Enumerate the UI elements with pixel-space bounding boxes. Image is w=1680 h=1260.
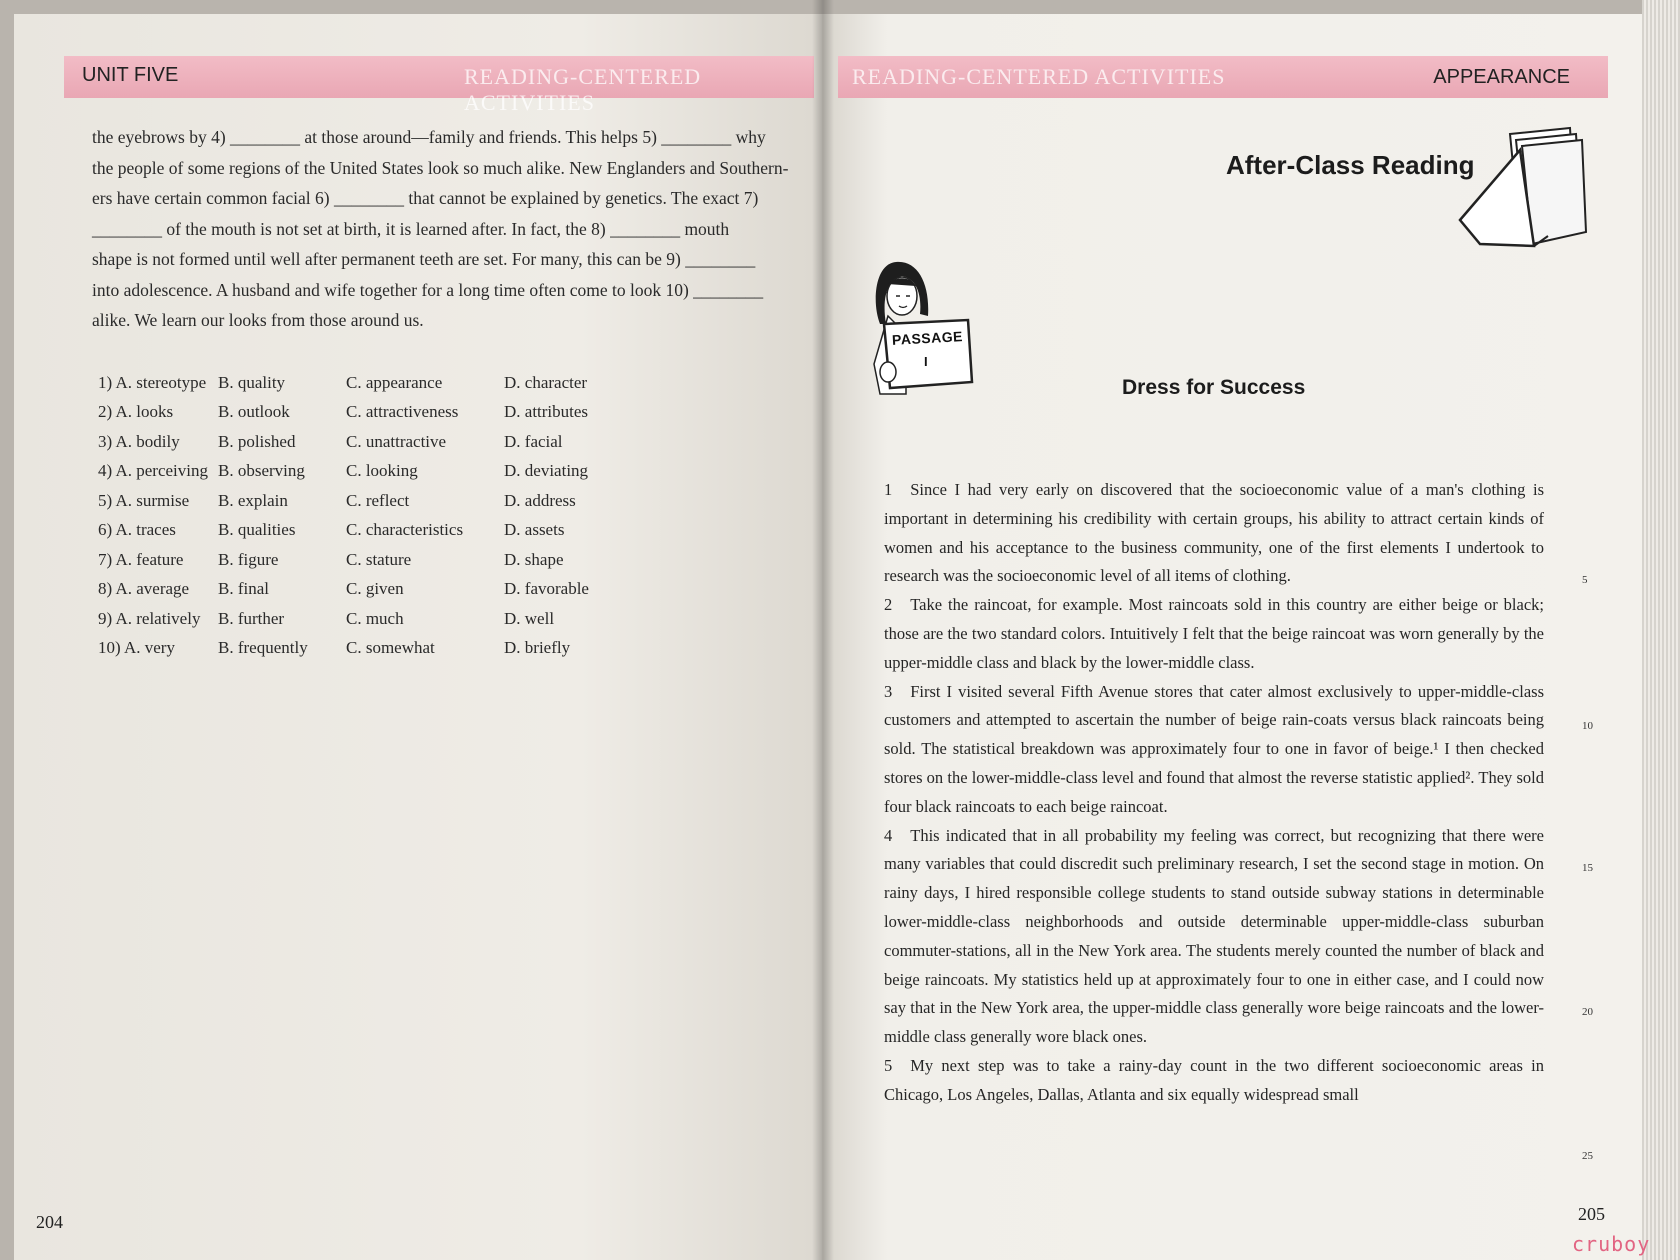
paragraph-number: 3	[884, 681, 893, 701]
option-c: C. given	[346, 579, 404, 599]
photo-credit: cruboy	[1572, 1232, 1651, 1256]
option-d: D. shape	[504, 549, 564, 569]
option-num: 6) A. traces	[98, 520, 176, 540]
option-b: B. observing	[218, 461, 305, 481]
right-page	[822, 14, 1642, 1260]
option-b: B. polished	[218, 431, 296, 451]
page-edges	[1642, 0, 1680, 1260]
option-b: B. figure	[218, 549, 279, 569]
paragraph-number: 4	[884, 825, 893, 845]
option-num: 9) A. relatively	[98, 608, 201, 628]
option-num: 10) A. very	[98, 638, 175, 658]
article-body	[884, 476, 1544, 1110]
line-marker: 5	[1582, 574, 1588, 586]
bleed-through-text	[164, 654, 784, 684]
option-c: C. looking	[346, 461, 418, 481]
passage-line: ers have certain common facial 6) ________ that cannot be explained by genetics. The exact 7)	[92, 188, 759, 208]
option-num: 1) A. stereotype	[98, 372, 207, 392]
option-num: 2) A. looks	[98, 402, 174, 422]
line-marker: 10	[1582, 720, 1593, 732]
option-row	[98, 398, 654, 428]
option-d: D. well	[504, 608, 555, 628]
article-paragraph: 2 Take the raincoat, for example. Most raincoats sold in this country are either beige or black; those are the two standard colors. Intuitively I felt that the beige raincoat was worn generally by the upper-middle class and black by the lower-middle class.	[884, 595, 1544, 672]
passage-number: I	[924, 354, 928, 369]
option-row	[98, 486, 654, 516]
option-row	[98, 516, 654, 546]
section-header: APPEARANCE	[1433, 66, 1570, 88]
option-d: D. facial	[504, 431, 563, 451]
passage-girl-illustration	[866, 254, 976, 409]
book-spine	[812, 0, 834, 1260]
passage-line: the people of some regions of the United States look so much alike. New Englanders and Southern-	[92, 157, 789, 178]
option-c: C. somewhat	[346, 638, 435, 658]
answer-options	[98, 368, 654, 663]
option-c: C. stature	[346, 549, 412, 569]
paragraph-number: 5	[884, 1055, 893, 1075]
line-marker: 20	[1582, 1006, 1593, 1018]
cloze-passage	[92, 122, 822, 336]
option-d: D. briefly	[504, 638, 571, 658]
option-b: B. outlook	[218, 402, 290, 422]
option-row	[98, 457, 654, 487]
line-marker: 25	[1582, 1150, 1593, 1162]
option-b: B. quality	[218, 372, 286, 392]
option-b: B. qualities	[218, 520, 296, 540]
option-c: C. attractiveness	[346, 402, 459, 422]
section-title: After-Class Reading	[1226, 150, 1475, 180]
option-row	[98, 604, 654, 634]
option-d: D. deviating	[504, 461, 589, 481]
header-watermark-right: READING-CENTERED ACTIVITIES	[852, 64, 1226, 89]
passage-line: into adolescence. A husband and wife together for a long time often come to look 10) ________	[92, 279, 764, 300]
option-num: 8) A. average	[98, 579, 190, 599]
option-d: D. favorable	[504, 579, 589, 599]
option-d: D. attributes	[504, 402, 589, 422]
option-c: C. unattractive	[346, 431, 447, 451]
passage-label: PASSAGE	[891, 328, 964, 348]
option-d: D. address	[504, 490, 576, 510]
header-watermark-left: READING-CENTERED ACTIVITIES	[464, 64, 702, 115]
left-page	[14, 14, 822, 1260]
option-num: 7) A. feature	[98, 549, 184, 569]
option-c: C. characteristics	[346, 520, 464, 540]
option-d: D. assets	[504, 520, 565, 540]
option-num: 5) A. surmise	[98, 490, 190, 510]
article-title: Dress for Success	[1122, 376, 1306, 399]
passage-line: ________ of the mouth is not set at birth, it is learned after. In fact, the 8) ________ mouth	[92, 218, 730, 239]
option-b: B. further	[218, 608, 285, 628]
option-d: D. character	[504, 372, 588, 392]
books-icon	[1450, 124, 1600, 254]
article-paragraph: 5 My next step was to take a rainy-day count in the two different socioeconomic areas in Chicago, Los Angeles, Dallas, Atlanta and six equally widespread small	[884, 1055, 1544, 1104]
passage-line: the eyebrows by 4) ________ at those around—family and friends. This helps 5) ________ why	[92, 127, 766, 147]
page-number-left: 204	[36, 1212, 63, 1232]
unit-header: UNIT FIVE	[82, 64, 179, 86]
option-row	[98, 575, 654, 605]
paragraph-number: 2	[884, 595, 893, 615]
passage-line: shape is not formed until well after permanent teeth are set. For many, this can be 9) ________	[92, 249, 756, 269]
option-num: 3) A. bodily	[98, 431, 180, 451]
option-b: B. frequently	[218, 638, 308, 658]
option-b: B. final	[218, 579, 269, 599]
line-marker: 15	[1582, 862, 1593, 874]
option-num: 4) A. perceiving	[98, 461, 208, 481]
page-number-right: 205	[1578, 1204, 1605, 1224]
option-row	[98, 427, 654, 457]
article-paragraph: 4 This indicated that in all probability my feeling was correct, but recognizing that there were many variables that could discredit such preliminary research, I set the second stage in motion. On rainy days, I hired responsible college students to stand outside subway stations in determinable lower-middle-class neighborhoods and outside determinable upper-middle-class suburban commuter-stations, all in the New York area. The students merely counted the number of black and beige raincoats. My statistics held up at approximately four to one in either case, and I could now say that in the New York area, the upper-middle class generally wore beige raincoats and the lower-middle class generally wore black ones.	[884, 825, 1544, 1047]
option-c: C. much	[346, 608, 404, 628]
article-paragraph: 3 First I visited several Fifth Avenue stores that cater almost exclusively to upper-middle-class customers and attempted to ascertain the number of beige rain-coats versus black raincoats being sold. The statistical breakdown was approximately four to one in favor of beige.¹ I then checked stores on the lower-middle-class level and found that almost the reverse statistic applied². They sold four black raincoats to each beige raincoat.	[884, 681, 1544, 816]
article-paragraph: 1 Since I had very early on discovered that the socioeconomic value of a man's clothing is important in determining his credibility with certain groups, his ability to attract certain kinds of women and his acceptance to the business community, one of the first elements I undertook to research was the socioeconomic level of all items of clothing.	[884, 480, 1544, 586]
paragraph-number: 1	[884, 480, 893, 499]
option-b: B. explain	[218, 490, 288, 510]
option-row	[98, 368, 654, 398]
option-c: C. appearance	[346, 372, 443, 392]
option-row	[98, 545, 654, 575]
option-c: C. reflect	[346, 490, 410, 510]
passage-line: alike. We learn our looks from those around us.	[92, 310, 424, 330]
